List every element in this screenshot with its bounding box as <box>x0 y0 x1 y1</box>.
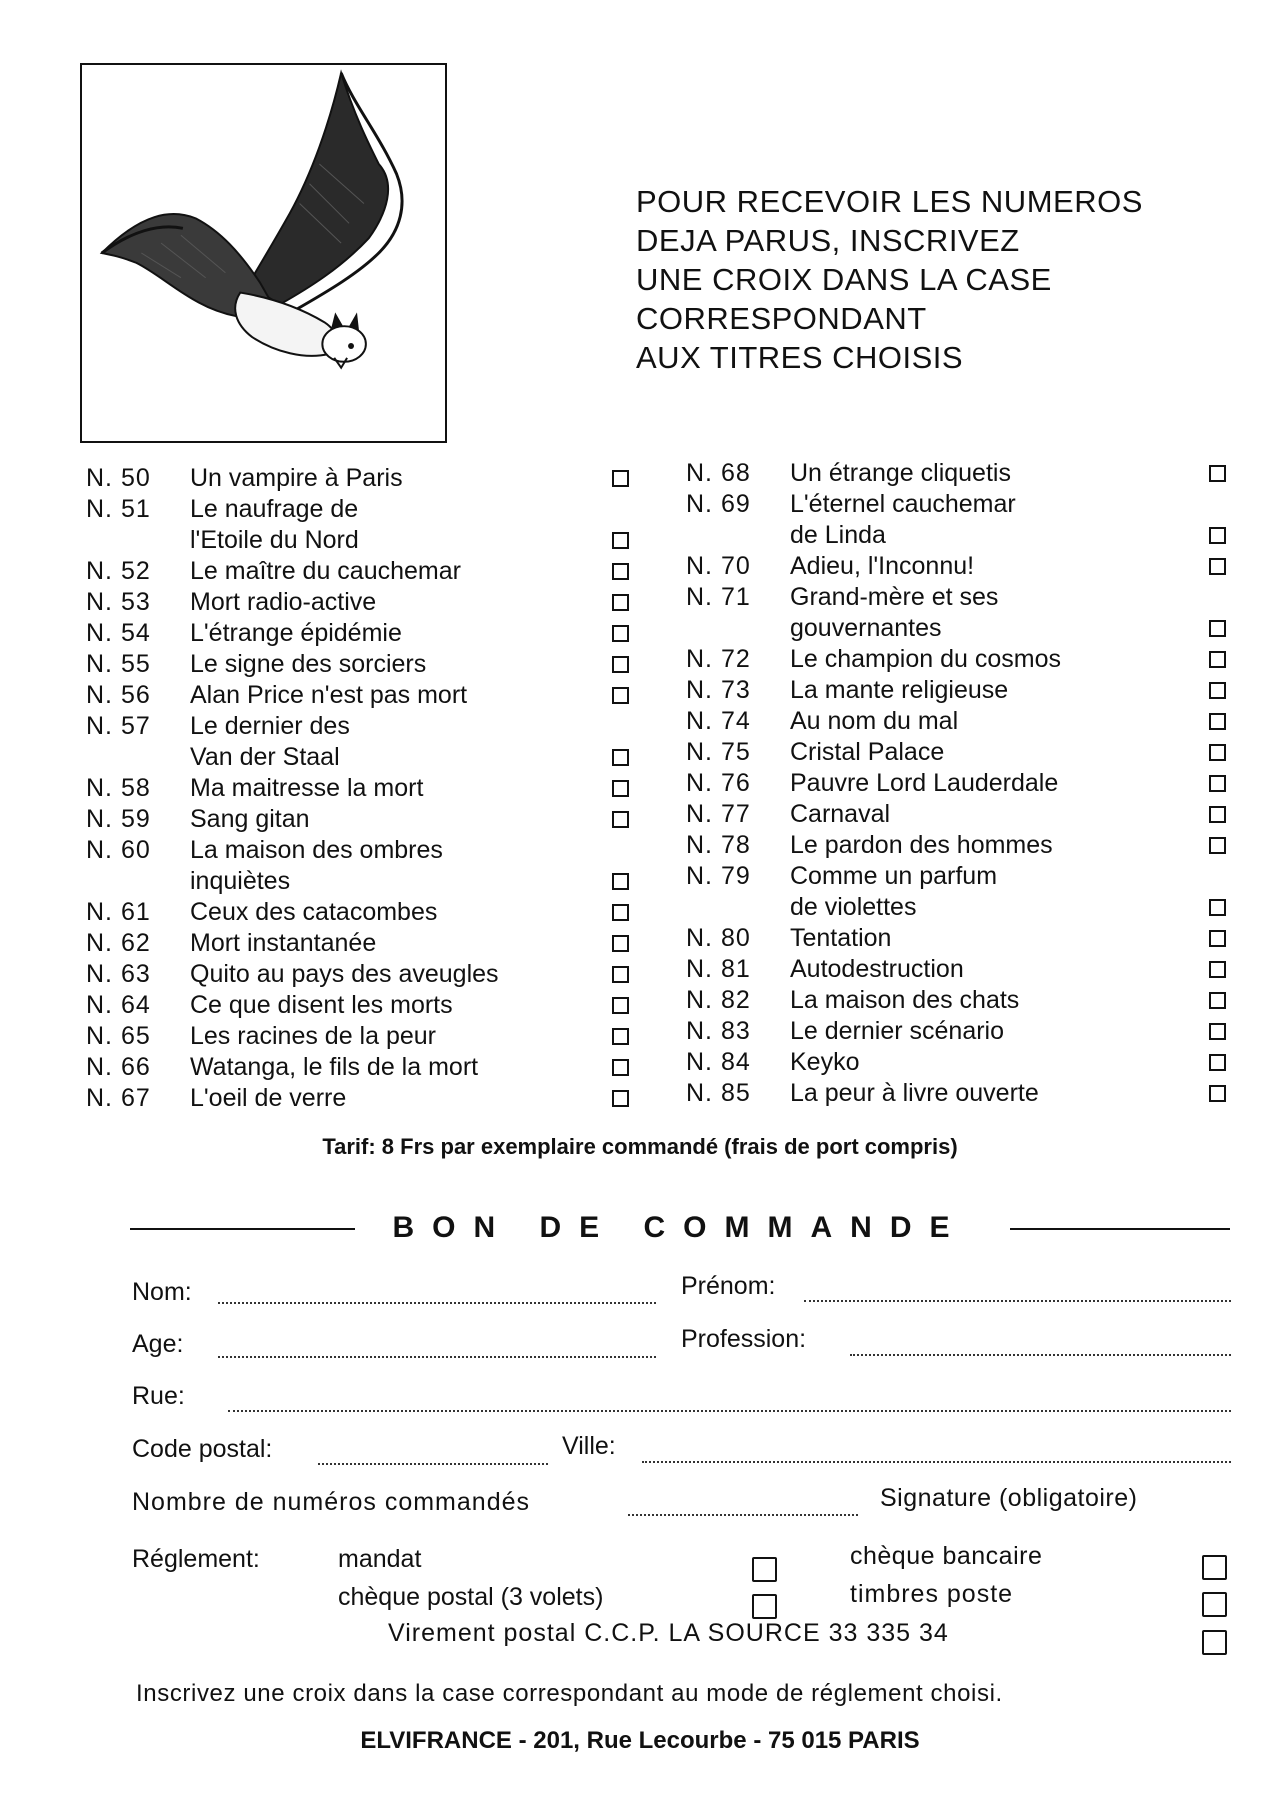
issue-checkbox[interactable] <box>612 873 629 890</box>
issue-title: de Linda <box>790 521 886 549</box>
issue-number: N. 51 <box>86 495 151 523</box>
issue-title: Le champion du cosmos <box>790 645 1061 673</box>
issue-title: Cristal Palace <box>790 738 945 766</box>
issue-checkbox[interactable] <box>1209 930 1226 947</box>
issue-number: N. 70 <box>686 552 751 580</box>
issue-checkbox[interactable] <box>1209 465 1226 482</box>
issue-title: Quito au pays des aveugles <box>190 960 499 988</box>
profession-label: Profession: <box>681 1325 807 1353</box>
issue-row <box>86 804 656 835</box>
issue-checkbox[interactable] <box>612 625 629 642</box>
signature-label: Signature (obligatoire) <box>880 1484 1138 1512</box>
issue-row <box>686 489 1232 520</box>
issue-number: N. 75 <box>686 738 751 766</box>
issue-number: N. 78 <box>686 831 751 859</box>
issue-row <box>86 990 656 1021</box>
issue-checkbox[interactable] <box>1209 713 1226 730</box>
issue-checkbox[interactable] <box>1209 1054 1226 1071</box>
issue-checkbox[interactable] <box>612 532 629 549</box>
issue-number: N. 55 <box>86 650 151 678</box>
issue-number: N. 64 <box>86 991 151 1019</box>
issue-row <box>686 644 1232 675</box>
issue-title: Les racines de la peur <box>190 1022 436 1050</box>
issue-row <box>86 866 656 897</box>
issue-checkbox[interactable] <box>612 563 629 580</box>
nombre-label: Nombre de numéros commandés <box>132 1488 530 1516</box>
issue-row <box>686 954 1232 985</box>
cheque-bancaire-checkbox[interactable] <box>1202 1555 1227 1580</box>
prenom-field[interactable] <box>804 1300 1231 1302</box>
issue-title: Tentation <box>790 924 892 952</box>
issue-row <box>686 1078 1232 1109</box>
issue-checkbox[interactable] <box>612 1028 629 1045</box>
publisher-address: ELVIFRANCE - 201, Rue Lecourbe - 75 015 PARIS <box>360 1727 920 1754</box>
issue-row <box>86 1021 656 1052</box>
virement-label: Virement postal C.C.P. LA SOURCE 33 335 34 <box>388 1619 949 1647</box>
issue-row <box>86 959 656 990</box>
issue-row <box>86 649 656 680</box>
issue-title: La peur à livre ouverte <box>790 1079 1039 1107</box>
tarif-text: Tarif: 8 Frs par exemplaire commandé (frais de port compris) <box>322 1134 958 1159</box>
issue-title: Autodestruction <box>790 955 964 983</box>
issue-row <box>686 1016 1232 1047</box>
issue-number: N. 72 <box>686 645 751 673</box>
heading-line: UNE CROIX DANS LA CASE <box>636 262 1052 297</box>
nom-label: Nom: <box>132 1278 192 1306</box>
issue-number: N. 52 <box>86 557 151 585</box>
bon-de-commande-header <box>130 1208 1230 1248</box>
issue-title: L'oeil de verre <box>190 1084 347 1112</box>
timbres-poste-label: timbres poste <box>850 1580 1014 1608</box>
instructions-heading <box>636 182 1256 377</box>
issue-checkbox[interactable] <box>1209 558 1226 575</box>
issue-row <box>686 582 1232 613</box>
issue-checkbox[interactable] <box>1209 651 1226 668</box>
issue-checkbox[interactable] <box>612 470 629 487</box>
issue-row <box>686 830 1232 861</box>
issue-title: La maison des chats <box>790 986 1020 1014</box>
issue-number: N. 60 <box>86 836 151 864</box>
issue-checkbox[interactable] <box>612 594 629 611</box>
cheque-postal-label: chèque postal (3 volets) <box>338 1583 604 1611</box>
issue-checkbox[interactable] <box>612 997 629 1014</box>
issue-checkbox[interactable] <box>612 749 629 766</box>
nombre-field[interactable] <box>628 1514 858 1516</box>
issue-title: La maison des ombres <box>190 836 443 864</box>
issue-title: Le signe des sorciers <box>190 650 427 678</box>
issue-title: L'étrange épidémie <box>190 619 402 647</box>
issue-number: N. 83 <box>686 1017 751 1045</box>
heading-line: DEJA PARUS, INSCRIVEZ <box>636 223 1020 258</box>
payment-note: Inscrivez une croix dans la case correspondant au mode de réglement choisi. <box>136 1680 1003 1707</box>
issue-checkbox[interactable] <box>1209 775 1226 792</box>
cheque-postal-checkbox[interactable] <box>752 1594 777 1619</box>
issue-row <box>86 463 656 494</box>
issue-checkbox[interactable] <box>1209 961 1226 978</box>
mandat-label: mandat <box>338 1545 422 1573</box>
issue-number: N. 69 <box>686 490 751 518</box>
issue-number: N. 77 <box>686 800 751 828</box>
issue-number: N. 50 <box>86 464 151 492</box>
issue-checkbox[interactable] <box>1209 1023 1226 1040</box>
issue-list-right <box>686 458 1232 1109</box>
issue-number: N. 61 <box>86 898 151 926</box>
issue-title: La mante religieuse <box>790 676 1009 704</box>
issue-checkbox[interactable] <box>1209 682 1226 699</box>
issue-title: Un vampire à Paris <box>190 464 403 492</box>
heading-line: POUR RECEVOIR LES NUMEROS <box>636 184 1143 219</box>
issue-row <box>86 835 656 866</box>
issue-number: N. 82 <box>686 986 751 1014</box>
nom-field[interactable] <box>218 1302 656 1304</box>
reglement-label: Réglement: <box>132 1545 260 1573</box>
issue-title: Grand-mère et ses <box>790 583 999 611</box>
prenom-label: Prénom: <box>681 1272 776 1300</box>
issue-number: N. 57 <box>86 712 151 740</box>
issue-number: N. 65 <box>86 1022 151 1050</box>
issue-title: Le naufrage de <box>190 495 359 523</box>
issue-title: Ceux des catacombes <box>190 898 438 926</box>
issue-row <box>686 768 1232 799</box>
timbres-poste-checkbox[interactable] <box>1202 1592 1227 1617</box>
issue-number: N. 66 <box>86 1053 151 1081</box>
issue-row <box>686 613 1232 644</box>
issue-row <box>686 706 1232 737</box>
issue-row <box>86 773 656 804</box>
issue-checkbox[interactable] <box>612 904 629 921</box>
mandat-checkbox[interactable] <box>752 1557 777 1582</box>
bat-illustration <box>80 63 447 443</box>
issue-number: N. 59 <box>86 805 151 833</box>
issue-title: Keyko <box>790 1048 860 1076</box>
issue-title: L'éternel cauchemar <box>790 490 1016 518</box>
issue-number: N. 54 <box>86 619 151 647</box>
issue-title: Un étrange cliquetis <box>790 459 1011 487</box>
issue-row <box>686 458 1232 489</box>
issue-title: Van der Staal <box>190 743 340 771</box>
issue-row <box>86 742 656 773</box>
issue-row <box>86 556 656 587</box>
issue-row <box>86 587 656 618</box>
issue-checkbox[interactable] <box>1209 992 1226 1009</box>
issue-checkbox[interactable] <box>612 656 629 673</box>
ville-label: Ville: <box>562 1432 616 1460</box>
rue-label: Rue: <box>132 1382 185 1410</box>
issue-checkbox[interactable] <box>1209 527 1226 544</box>
rue-field[interactable] <box>228 1410 1231 1412</box>
issue-row <box>686 551 1232 582</box>
issue-checkbox[interactable] <box>612 687 629 704</box>
issue-title: Watanga, le fils de la mort <box>190 1053 479 1081</box>
issue-number: N. 56 <box>86 681 151 709</box>
issue-title: Le dernier scénario <box>790 1017 1005 1045</box>
issue-checkbox[interactable] <box>1209 837 1226 854</box>
issue-checkbox[interactable] <box>612 811 629 828</box>
code-postal-field[interactable] <box>318 1463 548 1465</box>
issue-checkbox[interactable] <box>612 780 629 797</box>
profession-field[interactable] <box>850 1354 1231 1356</box>
issue-checkbox[interactable] <box>612 935 629 952</box>
issue-number: N. 76 <box>686 769 751 797</box>
issue-number: N. 62 <box>86 929 151 957</box>
issue-title: Le dernier des <box>190 712 350 740</box>
issue-checkbox[interactable] <box>612 966 629 983</box>
issue-title: Mort radio-active <box>190 588 377 616</box>
issue-row <box>686 799 1232 830</box>
issue-row <box>686 1047 1232 1078</box>
issue-row <box>86 928 656 959</box>
issue-number: N. 85 <box>686 1079 751 1107</box>
issue-checkbox[interactable] <box>1209 899 1226 916</box>
issue-title: Ma maitresse la mort <box>190 774 424 802</box>
issue-number: N. 67 <box>86 1084 151 1112</box>
issue-title: Mort instantanée <box>190 929 377 957</box>
issue-checkbox[interactable] <box>612 1059 629 1076</box>
code-postal-label: Code postal: <box>132 1435 273 1463</box>
issue-title: Le maître du cauchemar <box>190 557 461 585</box>
issue-number: N. 79 <box>686 862 751 890</box>
issue-checkbox[interactable] <box>1209 1085 1226 1102</box>
issue-title: Le pardon des hommes <box>790 831 1053 859</box>
issue-number: N. 58 <box>86 774 151 802</box>
issue-title: Comme un parfum <box>790 862 998 890</box>
issue-row <box>86 711 656 742</box>
issue-number: N. 53 <box>86 588 151 616</box>
issue-title: Alan Price n'est pas mort <box>190 681 468 709</box>
bat-icon <box>82 65 445 441</box>
issue-number: N. 84 <box>686 1048 751 1076</box>
divider <box>130 1228 355 1230</box>
issue-row <box>86 1052 656 1083</box>
issue-row <box>686 737 1232 768</box>
issue-number: N. 63 <box>86 960 151 988</box>
issue-list-left <box>86 463 656 1114</box>
issue-title: Au nom du mal <box>790 707 959 735</box>
heading-line: CORRESPONDANT <box>636 301 927 336</box>
issue-number: N. 80 <box>686 924 751 952</box>
issue-number: N. 74 <box>686 707 751 735</box>
issue-title: Ce que disent les morts <box>190 991 453 1019</box>
issue-title: gouvernantes <box>790 614 942 642</box>
divider <box>1010 1228 1230 1230</box>
issue-checkbox[interactable] <box>1209 806 1226 823</box>
ville-field[interactable] <box>642 1461 1231 1463</box>
issue-row <box>686 892 1232 923</box>
age-label: Age: <box>132 1330 184 1358</box>
issue-row <box>86 618 656 649</box>
issue-title: Sang gitan <box>190 805 310 833</box>
issue-row <box>86 680 656 711</box>
issue-row <box>686 861 1232 892</box>
virement-checkbox[interactable] <box>1202 1630 1227 1655</box>
issue-checkbox[interactable] <box>1209 620 1226 637</box>
issue-row <box>686 985 1232 1016</box>
issue-number: N. 71 <box>686 583 751 611</box>
issue-title: l'Etoile du Nord <box>190 526 359 554</box>
issue-row <box>86 1083 656 1114</box>
issue-row <box>86 897 656 928</box>
issue-title: Adieu, l'Inconnu! <box>790 552 975 580</box>
issue-checkbox[interactable] <box>1209 744 1226 761</box>
age-field[interactable] <box>218 1356 656 1358</box>
issue-number: N. 73 <box>686 676 751 704</box>
issue-number: N. 81 <box>686 955 751 983</box>
issue-row <box>686 520 1232 551</box>
issue-title: de violettes <box>790 893 917 921</box>
issue-row <box>686 675 1232 706</box>
issue-row <box>86 525 656 556</box>
issue-row <box>86 494 656 525</box>
issue-title: inquiètes <box>190 867 291 895</box>
issue-checkbox[interactable] <box>612 1090 629 1107</box>
issue-row <box>686 923 1232 954</box>
heading-line: AUX TITRES CHOISIS <box>636 340 964 375</box>
issue-number: N. 68 <box>686 459 751 487</box>
cheque-bancaire-label: chèque bancaire <box>850 1542 1043 1570</box>
issue-title: Pauvre Lord Lauderdale <box>790 769 1059 797</box>
bon-de-commande-title: BON DE COMMANDE <box>392 1211 968 1244</box>
issue-title: Carnaval <box>790 800 891 828</box>
